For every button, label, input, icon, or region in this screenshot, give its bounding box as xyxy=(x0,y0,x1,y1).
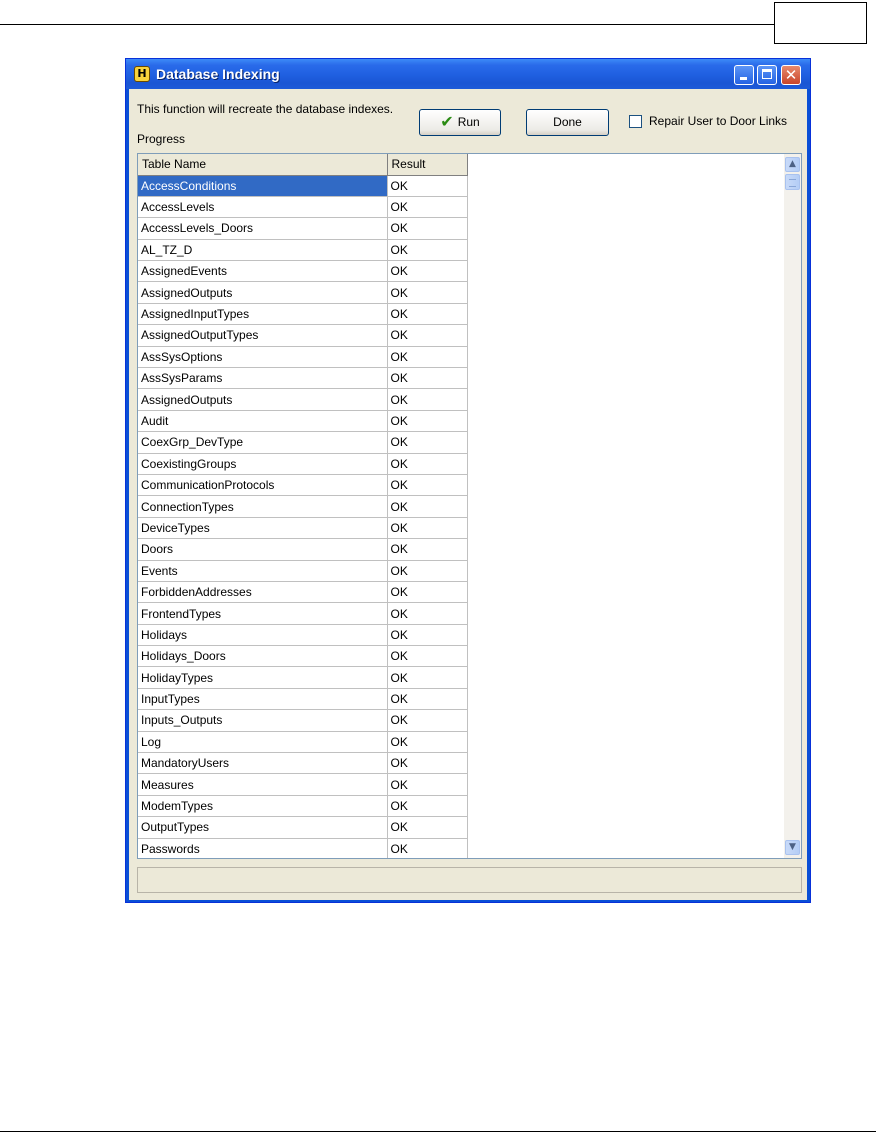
repair-links-checkbox[interactable] xyxy=(629,115,642,128)
minimize-icon xyxy=(740,77,747,80)
table-name-cell[interactable]: MandatoryUsers xyxy=(138,753,387,774)
table-row[interactable] xyxy=(138,539,467,560)
result-cell[interactable]: OK xyxy=(387,646,467,667)
progress-label: Progress xyxy=(137,132,186,146)
table-name-cell[interactable]: InputTypes xyxy=(138,688,387,709)
result-cell[interactable]: OK xyxy=(387,175,467,196)
status-bar xyxy=(137,867,802,893)
result-cell[interactable]: OK xyxy=(387,753,467,774)
table-row[interactable] xyxy=(138,196,467,217)
table-name-cell[interactable]: AssignedInputTypes xyxy=(138,303,387,324)
results-grid[interactable] xyxy=(137,153,802,859)
table-name-cell[interactable]: Holidays_Doors xyxy=(138,646,387,667)
result-cell[interactable]: OK xyxy=(387,838,467,859)
table-row[interactable] xyxy=(138,239,467,260)
table-name-cell[interactable]: Holidays xyxy=(138,624,387,645)
result-cell[interactable]: OK xyxy=(387,474,467,495)
result-cell[interactable]: OK xyxy=(387,774,467,795)
table-name-cell[interactable]: AccessLevels xyxy=(138,196,387,217)
table-row[interactable] xyxy=(138,346,467,367)
result-cell[interactable]: OK xyxy=(387,539,467,560)
table-row[interactable] xyxy=(138,646,467,667)
done-button[interactable]: Done xyxy=(526,109,609,136)
table-row[interactable] xyxy=(138,838,467,859)
maximize-button[interactable] xyxy=(757,65,777,85)
result-cell[interactable]: OK xyxy=(387,817,467,838)
result-cell[interactable]: OK xyxy=(387,368,467,389)
table-row[interactable] xyxy=(138,453,467,474)
window-title: Database Indexing xyxy=(156,66,280,82)
table-name-cell[interactable]: Audit xyxy=(138,410,387,431)
table-name-cell[interactable]: OutputTypes xyxy=(138,817,387,838)
result-cell[interactable]: OK xyxy=(387,432,467,453)
table-name-cell[interactable]: CoexistingGroups xyxy=(138,453,387,474)
table-name-cell[interactable]: Log xyxy=(138,731,387,752)
table-row[interactable] xyxy=(138,517,467,538)
result-cell[interactable]: OK xyxy=(387,346,467,367)
table-row[interactable] xyxy=(138,496,467,517)
result-cell[interactable]: OK xyxy=(387,410,467,431)
table-row[interactable] xyxy=(138,731,467,752)
column-header-result[interactable]: Result xyxy=(387,154,467,175)
table-name-cell[interactable]: Events xyxy=(138,560,387,581)
table-row[interactable] xyxy=(138,667,467,688)
run-button[interactable] xyxy=(419,109,501,136)
table-row[interactable] xyxy=(138,218,467,239)
table-row[interactable] xyxy=(138,624,467,645)
table-row[interactable] xyxy=(138,795,467,816)
table-name-cell[interactable]: Inputs_Outputs xyxy=(138,710,387,731)
result-cell[interactable]: OK xyxy=(387,325,467,346)
table-row[interactable] xyxy=(138,303,467,324)
table-name-cell[interactable]: AL_TZ_D xyxy=(138,239,387,260)
page-number-box xyxy=(774,2,867,44)
result-cell[interactable]: OK xyxy=(387,196,467,217)
table-row[interactable] xyxy=(138,474,467,495)
vertical-scrollbar[interactable] xyxy=(784,154,801,858)
window-client xyxy=(129,89,807,900)
table-row[interactable] xyxy=(138,261,467,282)
table-row[interactable] xyxy=(138,581,467,602)
table-row[interactable] xyxy=(138,753,467,774)
table-row[interactable] xyxy=(138,282,467,303)
close-button[interactable] xyxy=(781,65,801,85)
repair-links-label[interactable]: Repair User to Door Links xyxy=(649,114,788,128)
table-row[interactable] xyxy=(138,817,467,838)
scroll-thumb[interactable] xyxy=(785,174,800,190)
column-header-table-name[interactable]: Table Name xyxy=(138,154,387,175)
table-name-cell[interactable]: AccessLevels_Doors xyxy=(138,218,387,239)
close-icon: ✕ xyxy=(784,66,798,84)
result-cell[interactable]: OK xyxy=(387,667,467,688)
table-row[interactable] xyxy=(138,603,467,624)
table-row[interactable] xyxy=(138,410,467,431)
scroll-down-icon[interactable]: ▼ xyxy=(785,840,800,855)
minimize-button[interactable] xyxy=(734,65,754,85)
table-row[interactable] xyxy=(138,175,467,196)
table-name-cell[interactable]: CommunicationProtocols xyxy=(138,474,387,495)
result-cell[interactable]: OK xyxy=(387,731,467,752)
result-cell[interactable]: OK xyxy=(387,581,467,602)
result-cell[interactable]: OK xyxy=(387,261,467,282)
result-cell[interactable]: OK xyxy=(387,624,467,645)
result-cell[interactable]: OK xyxy=(387,688,467,709)
result-cell[interactable]: OK xyxy=(387,453,467,474)
table-name-cell[interactable]: AssignedEvents xyxy=(138,261,387,282)
description-label: This function will recreate the database indexes. xyxy=(137,102,394,116)
result-cell[interactable]: OK xyxy=(387,389,467,410)
table-name-cell[interactable]: AssSysOptions xyxy=(138,346,387,367)
result-cell[interactable]: OK xyxy=(387,560,467,581)
result-cell[interactable]: OK xyxy=(387,218,467,239)
result-cell[interactable]: OK xyxy=(387,496,467,517)
table-row[interactable] xyxy=(138,688,467,709)
result-cell[interactable]: OK xyxy=(387,303,467,324)
table-name-cell[interactable]: AssignedOutputs xyxy=(138,389,387,410)
result-cell[interactable]: OK xyxy=(387,603,467,624)
table-row[interactable] xyxy=(138,325,467,346)
result-cell[interactable]: OK xyxy=(387,282,467,303)
result-cell[interactable]: OK xyxy=(387,795,467,816)
table-name-cell[interactable]: Passwords xyxy=(138,838,387,859)
table-name-cell[interactable]: DeviceTypes xyxy=(138,517,387,538)
results-table xyxy=(138,154,468,859)
title-bar[interactable] xyxy=(126,59,810,89)
table-name-cell[interactable]: Measures xyxy=(138,774,387,795)
checkmark-icon: ✔ xyxy=(440,112,454,131)
table-row[interactable] xyxy=(138,710,467,731)
maximize-icon xyxy=(762,69,772,79)
app-icon: H xyxy=(134,66,150,82)
footer-rule xyxy=(0,1131,876,1132)
table-name-cell[interactable]: HolidayTypes xyxy=(138,667,387,688)
table-row[interactable] xyxy=(138,560,467,581)
table-name-cell[interactable]: ForbiddenAddresses xyxy=(138,581,387,602)
table-name-cell[interactable]: ModemTypes xyxy=(138,795,387,816)
table-name-cell[interactable]: Doors xyxy=(138,539,387,560)
table-row[interactable] xyxy=(138,368,467,389)
table-name-cell[interactable]: FrontendTypes xyxy=(138,603,387,624)
table-name-cell[interactable]: AssignedOutputs xyxy=(138,282,387,303)
table-name-cell[interactable]: AssignedOutputTypes xyxy=(138,325,387,346)
table-name-cell[interactable]: AssSysParams xyxy=(138,368,387,389)
result-cell[interactable]: OK xyxy=(387,710,467,731)
table-name-cell[interactable]: CoexGrp_DevType xyxy=(138,432,387,453)
scroll-up-icon[interactable]: ▲ xyxy=(785,157,800,172)
result-cell[interactable]: OK xyxy=(387,239,467,260)
result-cell[interactable]: OK xyxy=(387,517,467,538)
header-rule xyxy=(0,24,774,25)
table-name-cell[interactable]: AccessConditions xyxy=(138,175,387,196)
table-row[interactable] xyxy=(138,432,467,453)
table-row[interactable] xyxy=(138,774,467,795)
database-indexing-window xyxy=(125,58,811,903)
table-row[interactable] xyxy=(138,389,467,410)
run-button-label: Run xyxy=(457,115,480,129)
table-name-cell[interactable]: ConnectionTypes xyxy=(138,496,387,517)
